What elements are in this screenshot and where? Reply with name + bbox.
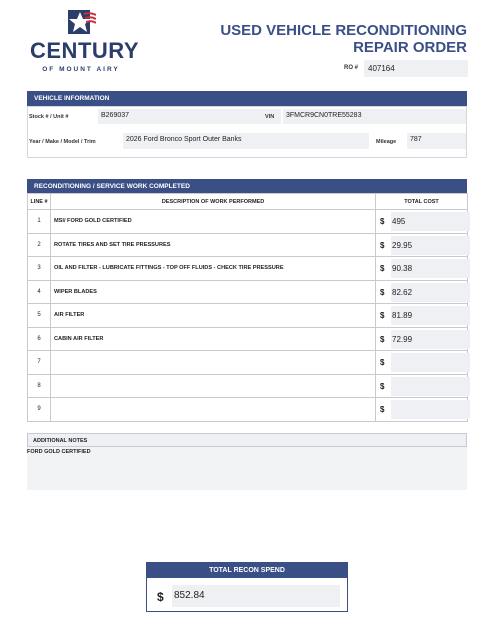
- work-description[interactable]: [51, 398, 376, 422]
- col-line-header: LINE #: [28, 194, 51, 210]
- currency-symbol: $: [380, 217, 385, 226]
- ymm-field[interactable]: 2026 Ford Bronco Sport Outer Banks: [123, 133, 369, 149]
- mileage-field[interactable]: 787: [407, 133, 466, 149]
- total-header: TOTAL RECON SPEND: [147, 563, 347, 578]
- vin-label: VIN: [265, 114, 275, 120]
- total-value-field[interactable]: 852.84: [172, 585, 340, 607]
- currency-symbol: $: [380, 381, 385, 391]
- currency-symbol: $: [380, 311, 385, 320]
- table-row: [28, 351, 468, 375]
- work-description[interactable]: MSI/ FORD GOLD CERTIFIED: [51, 210, 376, 234]
- work-description[interactable]: WIPER BLADES: [51, 280, 376, 304]
- vin-field[interactable]: 3FMCR9CN0TRE55283: [283, 109, 466, 124]
- stock-label: Stock # / Unit #: [29, 114, 69, 120]
- currency-symbol: $: [380, 287, 385, 297]
- work-description[interactable]: ROTATE TIRES AND SET TIRE PRESSURES: [51, 233, 376, 257]
- table-row: [28, 257, 468, 281]
- line-number: 8: [28, 374, 51, 398]
- ymm-label: Year / Make / Model / Trim: [29, 139, 96, 145]
- document-title: [220, 22, 467, 56]
- col-cost-header: TOTAL COST: [376, 194, 468, 210]
- work-description[interactable]: [51, 351, 376, 375]
- cost-field[interactable]: 82.62: [391, 283, 470, 302]
- table-row: [28, 280, 468, 304]
- currency-symbol: $: [380, 334, 385, 344]
- vehicle-info-header: VEHICLE INFORMATION: [27, 91, 467, 106]
- title-line-1: USED VEHICLE RECONDITIONING: [220, 22, 467, 39]
- work-description[interactable]: [51, 374, 376, 398]
- line-number: 9: [28, 398, 51, 422]
- col-desc-header: DESCRIPTION OF WORK PERFORMED: [51, 194, 376, 210]
- vehicle-info-panel: [27, 106, 467, 158]
- line-number: 5: [28, 304, 51, 328]
- logo-tagline: OF MOUNT AIRY: [42, 66, 120, 73]
- notes-header: ADDITIONAL NOTES: [27, 433, 467, 447]
- cost-cell: [376, 280, 468, 304]
- work-description[interactable]: OIL AND FILTER - LUBRICATE FITTINGS - TOP OFF FLUIDS - CHECK TIRE PRESSURE: [51, 257, 376, 281]
- logo-wordmark: CENTURY: [30, 38, 140, 63]
- cost-cell: [376, 304, 468, 328]
- stock-field[interactable]: B269037: [98, 109, 281, 124]
- total-recon-box: [146, 562, 348, 612]
- work-section-header: RECONDITIONING / SERVICE WORK COMPLETED: [27, 179, 467, 194]
- table-row: [28, 233, 468, 257]
- work-description[interactable]: CABIN AIR FILTER: [51, 327, 376, 351]
- line-number: 6: [28, 327, 51, 351]
- cost-field[interactable]: 90.38: [391, 259, 470, 278]
- cost-cell: [376, 257, 468, 281]
- table-row: [28, 304, 468, 328]
- mileage-label: Mileage: [376, 139, 397, 145]
- cost-cell: [376, 351, 468, 375]
- notes-field[interactable]: FORD GOLD CERTIFIED: [27, 447, 467, 490]
- total-currency: $: [157, 590, 164, 604]
- cost-cell: [376, 210, 468, 234]
- line-number: 2: [28, 233, 51, 257]
- ro-number-field[interactable]: 407164: [364, 60, 468, 77]
- cost-field[interactable]: 72.99: [391, 330, 470, 349]
- flag-star-icon: [66, 8, 96, 36]
- title-line-2: REPAIR ORDER: [353, 39, 467, 56]
- currency-symbol: $: [380, 240, 385, 250]
- currency-symbol: $: [380, 405, 385, 414]
- currency-symbol: $: [380, 264, 385, 273]
- line-number: 3: [28, 257, 51, 281]
- cost-field[interactable]: 29.95: [391, 236, 470, 255]
- cost-field[interactable]: [391, 377, 470, 396]
- table-row: [28, 327, 468, 351]
- cost-cell: [376, 398, 468, 422]
- table-row: [28, 398, 468, 422]
- currency-symbol: $: [380, 358, 385, 367]
- table-row: [28, 210, 468, 234]
- ro-label: RO #: [344, 65, 359, 71]
- line-number: 1: [28, 210, 51, 234]
- table-row: [28, 374, 468, 398]
- company-logo: [30, 8, 140, 78]
- cost-field[interactable]: [391, 353, 470, 372]
- cost-field[interactable]: 81.89: [391, 306, 470, 325]
- work-description[interactable]: AIR FILTER: [51, 304, 376, 328]
- cost-cell: [376, 374, 468, 398]
- cost-cell: [376, 327, 468, 351]
- cost-field[interactable]: [391, 400, 470, 419]
- table-header-row: [28, 194, 468, 210]
- cost-field[interactable]: 495: [391, 212, 470, 231]
- line-number: 4: [28, 280, 51, 304]
- work-table: [27, 193, 468, 422]
- line-number: 7: [28, 351, 51, 375]
- cost-cell: [376, 233, 468, 257]
